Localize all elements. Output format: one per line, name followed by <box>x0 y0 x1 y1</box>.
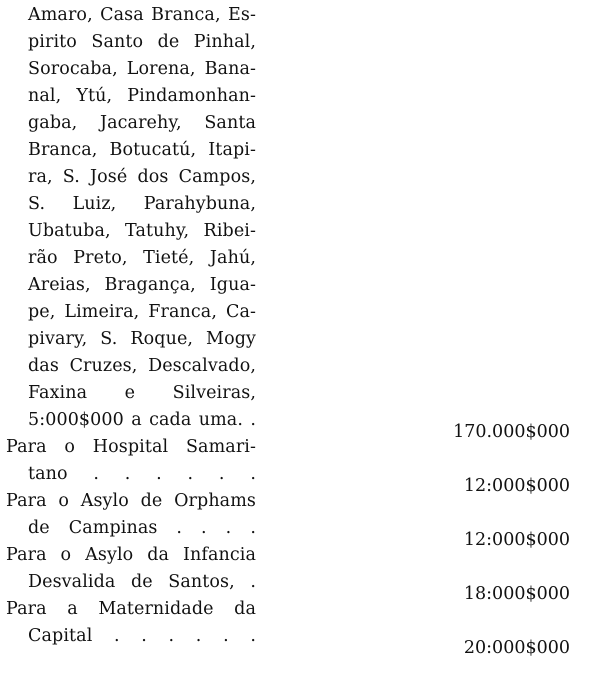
amount-value: 18:000$000 <box>463 584 570 604</box>
entry-heading: Para o Asylo de Orphams <box>6 491 256 511</box>
entry-heading: Para a Maternidade da <box>6 599 256 619</box>
text-line: Capital . . . . . . <box>28 626 256 646</box>
text-line: Areias, Bragança, Igua- <box>28 275 256 295</box>
entry-heading: Para o Hospital Samari- <box>6 437 256 457</box>
text-line: Branca, Botucatú, Itapi- <box>28 140 256 160</box>
text-line: de Campinas . . . . <box>28 518 256 538</box>
text-line: pe, Limeira, Franca, Ca- <box>28 302 256 322</box>
text-line: gaba, Jacarehy, Santa <box>28 113 256 133</box>
text-line: pirito Santo de Pinhal, <box>28 32 256 52</box>
text-line: tano . . . . . . <box>28 464 256 484</box>
entry-heading: Para o Asylo da Infancia <box>6 545 256 565</box>
text-line: Ubatuba, Tatuhy, Ribei- <box>28 221 256 241</box>
amount-value: 12:000$000 <box>463 530 570 550</box>
text-line: Desvalida de Santos, . <box>28 572 256 592</box>
amount-value: 12:000$000 <box>463 476 570 496</box>
text-column <box>6 2 256 650</box>
text-line: das Cruzes, Descalvado, <box>28 356 256 376</box>
amount-value: 20:000$000 <box>463 638 570 658</box>
text-line: pivary, S. Roque, Mogy <box>28 329 256 349</box>
text-line: 5:000$000 a cada uma. . <box>28 410 256 430</box>
text-line: rão Preto, Tieté, Jahú, <box>28 248 256 268</box>
amount-value: 170.000$000 <box>453 422 570 442</box>
text-line: Amaro, Casa Branca, Es- <box>28 5 256 25</box>
text-line: S. Luiz, Parahybuna, <box>28 194 256 214</box>
text-line: Faxina e Silveiras, <box>28 383 256 403</box>
text-line: Sorocaba, Lorena, Bana- <box>28 59 256 79</box>
text-line: nal, Ytú, Pindamonhan- <box>28 86 256 106</box>
text-line: ra, S. José dos Campos, <box>28 167 256 187</box>
